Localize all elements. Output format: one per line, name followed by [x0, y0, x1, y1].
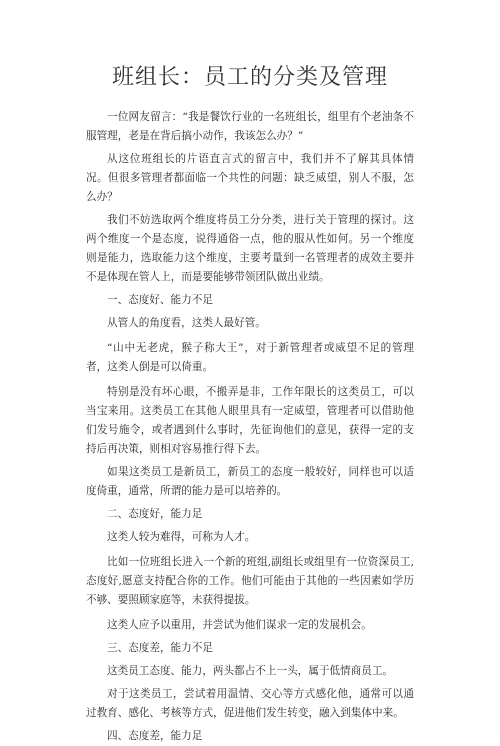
paragraph-transform: 对于这类员工，尝试着用温情、交心等方式感化他，通常可以通过教育、感化、考核等方式，促进他们发生转变，融入到集体中来。: [86, 688, 414, 719]
document-body: [86, 108, 414, 746]
paragraph-new-staff: 如果这类员工是新员工，新员工的态度一般较好，同样也可以适度倚重，通常，所谓的能力是可以培养的。: [86, 466, 414, 497]
section-heading-1: 一、态度好、能力不足: [107, 294, 213, 306]
paragraph-context: 从这位班组长的片语直言式的留言中，我们并不了解其具体情况。但很多管理者都面临一个共性的问题：缺乏威望，别人不服，怎么办？: [86, 153, 414, 203]
section-heading-3: 三、态度差，能力不足: [107, 642, 213, 654]
paragraph-low-eq: 这类员工态度、能力，两头都占不上一头，属于低情商员工。: [107, 665, 394, 677]
paragraph-example: 比如一位班组长进入一个新的班组,副组长或组里有一位资深员工,态度好,愿意支持配合你的工作。他们可能由于其他的一些因素如学历不够、要照顾家庭等，未获得提拔。: [86, 556, 414, 606]
paragraph-dimensions: 我们不妨选取两个维度将员工分分类，进行关于管理的探讨。这两个维度一个是态度，说得通俗一点，他的服从性如何。另一个维度则是能力，选取能力这个维度，主要考量到一名管理者的成效主要并不是体现在管人上，而是要能够带领团队做出业绩。: [86, 214, 414, 283]
paragraph-proverb: “山中无老虎，猴子称大王”，对于新管理者或威望不足的管理者，这类人倒是可以倚重。: [86, 342, 414, 373]
section-heading-4: 四、态度差，能力足: [107, 730, 203, 742]
paragraph-intro: 一位网友留言：“我是餐饮行业的一名班组长，组里有个老油条不服管理，老是在背后搞小动作，我该怎么办？”: [86, 111, 414, 142]
paragraph-promote: 这类人应予以重用，并尝试为他们谋求一定的发展机会。: [107, 619, 372, 631]
paragraph-talent: 这类人较为难得，可称为人才。: [107, 531, 256, 543]
paragraph-easy-to-manage: 从管人的角度看，这类人最好管。: [107, 317, 266, 329]
paragraph-veteran-staff: 特别是没有坏心眼，不搬弄是非，工作年限长的这类员工，可以当宝来用。这类员工在其他人眼里具有一定威望，管理者可以借助他们发号施令，或者遇到什么事时，先征询他们的意见，获得一定的支持后再决策，则相对容易推行得下去。: [86, 386, 414, 455]
document-title: 班组长：员工的分类及管理: [111, 65, 388, 90]
section-heading-2: 二、态度好，能力足: [107, 508, 203, 520]
